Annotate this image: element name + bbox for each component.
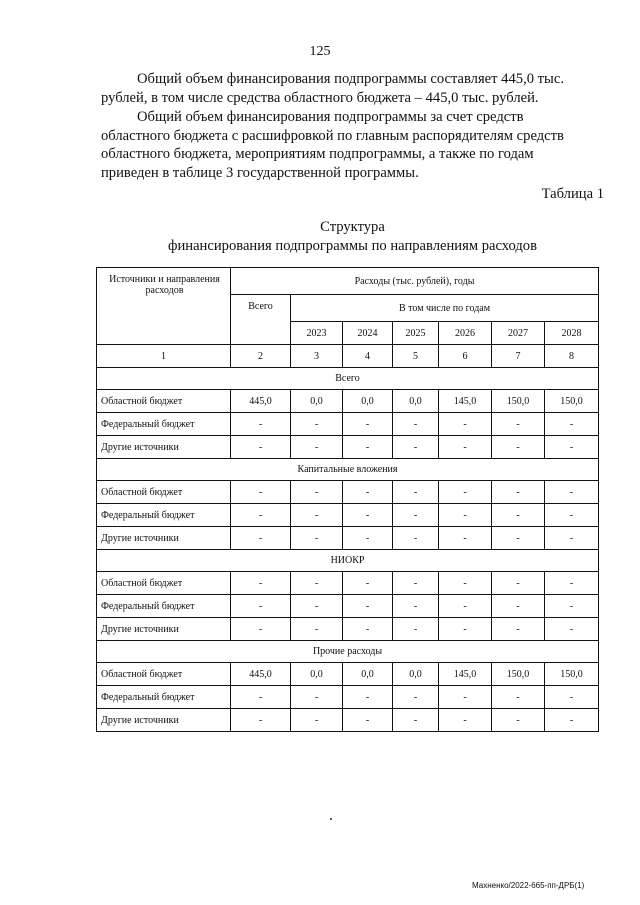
table-cell: -	[343, 618, 393, 641]
table-cell: -	[231, 572, 291, 595]
table-cell: -	[393, 527, 439, 550]
table-cell: -	[439, 481, 492, 504]
total-header: Всего	[231, 295, 291, 345]
table-cell: -	[343, 504, 393, 527]
table-cell: -	[393, 413, 439, 436]
table-cell: -	[545, 572, 599, 595]
table-cell: -	[231, 527, 291, 550]
column-number: 4	[343, 345, 393, 368]
table-cell: -	[393, 709, 439, 732]
table-cell: -	[439, 572, 492, 595]
table-cell: -	[439, 436, 492, 459]
row-label: Областной бюджет	[97, 572, 231, 595]
table-cell: -	[343, 527, 393, 550]
table-cell: -	[291, 527, 343, 550]
row-label: Федеральный бюджет	[97, 686, 231, 709]
table-cell: -	[393, 572, 439, 595]
table-cell: -	[393, 618, 439, 641]
column-number: 2	[231, 345, 291, 368]
table-cell: -	[492, 436, 545, 459]
table-cell: -	[393, 481, 439, 504]
table-row	[97, 390, 599, 413]
table-row	[97, 413, 599, 436]
table-cell: -	[439, 618, 492, 641]
table-cell: -	[439, 504, 492, 527]
expenses-header: Расходы (тыс. рублей), годы	[231, 268, 599, 295]
table-cell: -	[343, 481, 393, 504]
table-cell: -	[492, 527, 545, 550]
year-header: 2025	[393, 322, 439, 345]
table-cell: -	[343, 686, 393, 709]
table-cell: -	[439, 527, 492, 550]
table-cell: -	[231, 413, 291, 436]
table-cell: -	[291, 572, 343, 595]
table-row	[97, 618, 599, 641]
table-cell: -	[291, 709, 343, 732]
table-row	[97, 663, 599, 686]
column-number: 1	[97, 345, 231, 368]
section-row	[97, 641, 599, 663]
column-number: 6	[439, 345, 492, 368]
table-cell: -	[343, 413, 393, 436]
paragraph-2	[101, 108, 604, 182]
column-number: 3	[291, 345, 343, 368]
table-cell: 145,0	[439, 390, 492, 413]
table-cell: -	[492, 481, 545, 504]
table-cell: 0,0	[393, 663, 439, 686]
footer-code: Махненко/2022-665-пп-ДРБ(1)	[472, 881, 585, 890]
table-row	[97, 709, 599, 732]
table-cell: -	[545, 618, 599, 641]
table-row	[97, 572, 599, 595]
table-cell: -	[492, 595, 545, 618]
table-cell: -	[492, 413, 545, 436]
paragraph-2-line: областного бюджета, мероприятиям подпрограммы, а также по годам	[101, 146, 534, 163]
table-cell: 445,0	[231, 663, 291, 686]
table-cell: -	[545, 504, 599, 527]
table-cell: -	[291, 504, 343, 527]
table-cell: -	[291, 618, 343, 641]
table-title	[101, 218, 604, 256]
row-label: Другие источники	[97, 709, 231, 732]
row-label: Областной бюджет	[97, 390, 231, 413]
row-label: Другие источники	[97, 618, 231, 641]
section-title: Всего	[97, 368, 599, 390]
table-row	[97, 527, 599, 550]
table-cell: -	[231, 618, 291, 641]
section-title: Капитальные вложения	[97, 459, 599, 481]
table-cell: 150,0	[545, 390, 599, 413]
table-cell: 145,0	[439, 663, 492, 686]
table-cell: -	[545, 686, 599, 709]
table-cell: -	[439, 413, 492, 436]
paragraph-1-line: рублей, в том числе средства областного бюджета – 445,0 тыс. рублей.	[101, 89, 539, 106]
year-header: 2028	[545, 322, 599, 345]
paragraph-1	[101, 70, 604, 107]
year-header: 2023	[291, 322, 343, 345]
column-number: 7	[492, 345, 545, 368]
table-cell: 0,0	[291, 663, 343, 686]
table-cell: -	[439, 595, 492, 618]
table-title-line: Структура	[320, 219, 385, 235]
table-cell: -	[492, 572, 545, 595]
header-row	[97, 268, 599, 295]
table-cell: -	[393, 686, 439, 709]
page-number: 125	[309, 44, 331, 59]
table-cell: -	[291, 686, 343, 709]
table-cell: -	[291, 481, 343, 504]
table-cell: -	[231, 595, 291, 618]
table-cell: 150,0	[545, 663, 599, 686]
table-cell: -	[231, 504, 291, 527]
column-number: 8	[545, 345, 599, 368]
table-cell: -	[492, 618, 545, 641]
section-row	[97, 550, 599, 572]
table-row	[97, 686, 599, 709]
table-cell: 445,0	[231, 390, 291, 413]
table-body	[97, 268, 599, 732]
table-cell: -	[439, 686, 492, 709]
row-label: Областной бюджет	[97, 481, 231, 504]
column-number-row	[97, 345, 599, 368]
section-title: Прочие расходы	[97, 641, 599, 663]
table-cell: -	[545, 481, 599, 504]
table-cell: -	[231, 709, 291, 732]
section-row	[97, 459, 599, 481]
table-cell: -	[291, 413, 343, 436]
row-label: Областной бюджет	[97, 663, 231, 686]
table-cell: -	[393, 504, 439, 527]
financing-table	[96, 267, 599, 732]
table-cell: -	[492, 709, 545, 732]
table-cell: 0,0	[393, 390, 439, 413]
table-row	[97, 504, 599, 527]
table-cell: -	[231, 481, 291, 504]
table-cell: 150,0	[492, 663, 545, 686]
row-label: Федеральный бюджет	[97, 595, 231, 618]
table-title-line: финансирования подпрограммы по направлениям расходов	[168, 238, 537, 254]
paragraph-2-line: Общий объем финансирования подпрограммы за счет средств	[137, 109, 524, 125]
year-header: 2027	[492, 322, 545, 345]
row-label: Федеральный бюджет	[97, 504, 231, 527]
table-row	[97, 481, 599, 504]
year-header: 2024	[343, 322, 393, 345]
row-label: Федеральный бюджет	[97, 413, 231, 436]
by-years-header: В том числе по годам	[291, 295, 599, 322]
table-cell: 0,0	[343, 390, 393, 413]
table-cell: 150,0	[492, 390, 545, 413]
sources-header: Источники и направления расходов	[97, 268, 231, 345]
table-cell: -	[231, 686, 291, 709]
table-row	[97, 595, 599, 618]
table-cell: 0,0	[291, 390, 343, 413]
paragraph-2-line: областного бюджета с расшифровкой по главным распорядителям средств	[101, 127, 564, 144]
table-cell: -	[492, 504, 545, 527]
row-label: Другие источники	[97, 436, 231, 459]
table-cell: -	[492, 686, 545, 709]
table-cell: -	[545, 709, 599, 732]
paragraph-1-line: Общий объем финансирования подпрограммы составляет 445,0 тыс.	[137, 71, 564, 87]
table-row	[97, 436, 599, 459]
paragraph-2-line: приведен в таблице 3 государственной программы.	[101, 164, 419, 181]
table-cell: -	[291, 436, 343, 459]
table-cell: -	[545, 436, 599, 459]
table-cell: -	[231, 436, 291, 459]
row-label: Другие источники	[97, 527, 231, 550]
table-cell: -	[343, 572, 393, 595]
table-cell: -	[343, 709, 393, 732]
table-cell: -	[291, 595, 343, 618]
table-cell: -	[439, 709, 492, 732]
year-header: 2026	[439, 322, 492, 345]
table-cell: -	[545, 595, 599, 618]
table-cell: -	[545, 527, 599, 550]
table-label: Таблица 1	[541, 186, 604, 202]
table-cell: -	[545, 413, 599, 436]
table-cell: -	[343, 436, 393, 459]
table-cell: 0,0	[343, 663, 393, 686]
table-cell: -	[393, 436, 439, 459]
scan-mark	[330, 818, 332, 820]
column-number: 5	[393, 345, 439, 368]
table-cell: -	[343, 595, 393, 618]
section-title: НИОКР	[97, 550, 599, 572]
table-cell: -	[393, 595, 439, 618]
section-row	[97, 368, 599, 390]
